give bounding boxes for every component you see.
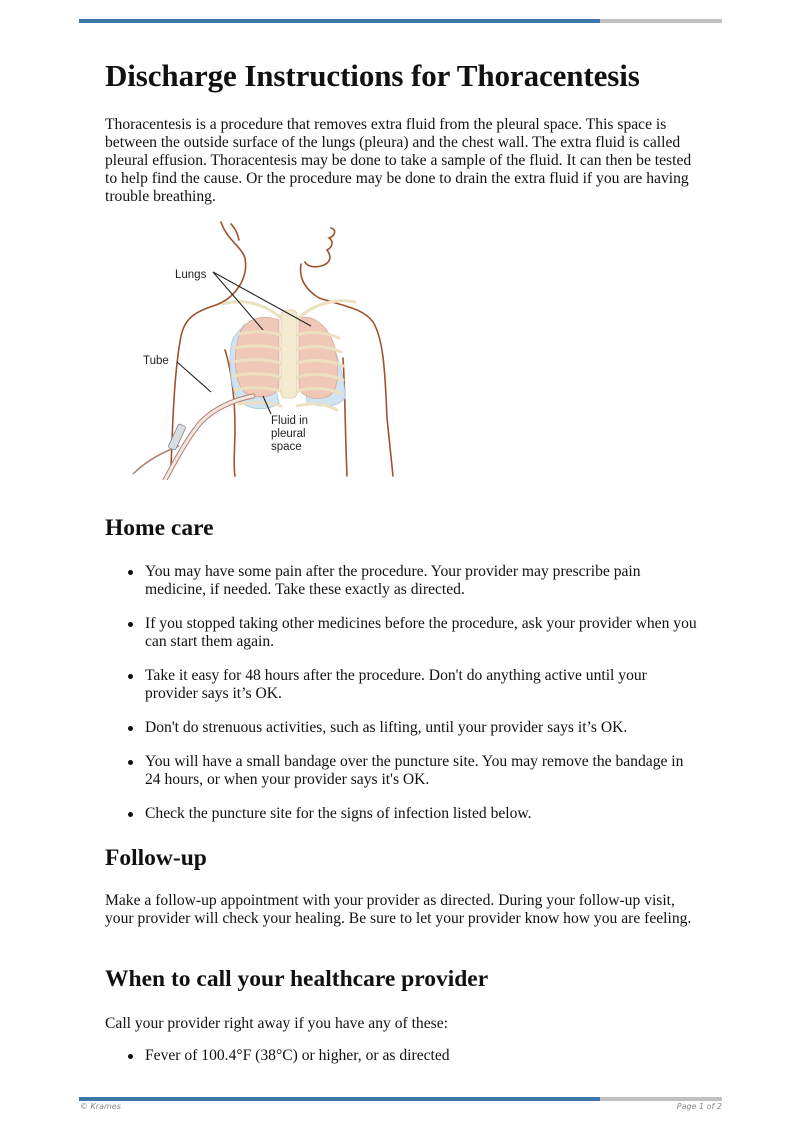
- label-fluid-line1: Fluid in: [271, 415, 309, 427]
- follow-up-paragraph: Make a follow-up appointment with your provider as directed. During your follow-up visit, your provider will check your healing. Be sure to let your provider know how you are feeling.: [105, 892, 692, 927]
- list-item: You will have a small bandage over the puncture site. You may remove the bandage in 24 hours, or when your provider says it's OK.: [105, 753, 700, 789]
- sternum: [281, 310, 297, 398]
- label-tube: Tube: [143, 355, 169, 367]
- when-to-call-heading: When to call your healthcare provider: [105, 966, 489, 992]
- follow-up-heading: Follow-up: [105, 845, 207, 871]
- bullet-icon: [128, 812, 133, 817]
- bullet-icon: [128, 726, 133, 731]
- header-progress-fill: [79, 19, 600, 23]
- footer-page-number: Page 1 of 2: [676, 1102, 722, 1111]
- when-to-call-list: [105, 1047, 700, 1081]
- bullet-icon: [128, 622, 133, 627]
- label-fluid-line2: pleural: [271, 428, 306, 440]
- label-lungs: Lungs: [175, 269, 207, 281]
- footer-copyright: © Krames: [80, 1102, 121, 1111]
- list-item: Check the puncture site for the signs of infection listed below.: [105, 805, 700, 823]
- intro-paragraph: Thoracentesis is a procedure that removes extra fluid from the pleural space. This space is between the outside surface of the lungs (pleura) and the chest wall. The extra fluid is called pleural effusion. Thoracentesis may be done to take a sample of the fluid. It can then be tested to help find the cause. Or the procedure may be done to drain the extra fluid if you are having trouble breathing.: [105, 116, 692, 205]
- home-care-list: [105, 563, 700, 839]
- bullet-icon: [128, 760, 133, 765]
- thoracentesis-illustration: [123, 218, 423, 480]
- page-title: Discharge Instructions for Thoracentesis: [105, 58, 640, 93]
- list-item: Don't do strenuous activities, such as lifting, until your provider says it’s OK.: [105, 719, 700, 737]
- footer-progress-bar: [79, 1097, 722, 1101]
- list-item: If you stopped taking other medicines before the procedure, ask your provider when you can start them again.: [105, 615, 700, 651]
- when-to-call-intro: Call your provider right away if you have any of these:: [105, 1015, 448, 1032]
- footer-progress-fill: [79, 1097, 600, 1101]
- home-care-heading: Home care: [105, 515, 214, 541]
- illustration-svg: [123, 218, 423, 480]
- header-progress-bar: [79, 19, 722, 23]
- bullet-icon: [128, 1054, 133, 1059]
- bullet-icon: [128, 674, 133, 679]
- label-fluid-line3: space: [271, 441, 302, 453]
- bullet-icon: [128, 570, 133, 575]
- list-item: Take it easy for 48 hours after the procedure. Don't do anything active until your provider says it’s OK.: [105, 667, 700, 703]
- list-item: Fever of 100.4°F (38°C) or higher, or as directed: [105, 1047, 700, 1065]
- list-item: You may have some pain after the procedure. Your provider may prescribe pain medicine, if needed. Take these exactly as directed.: [105, 563, 700, 599]
